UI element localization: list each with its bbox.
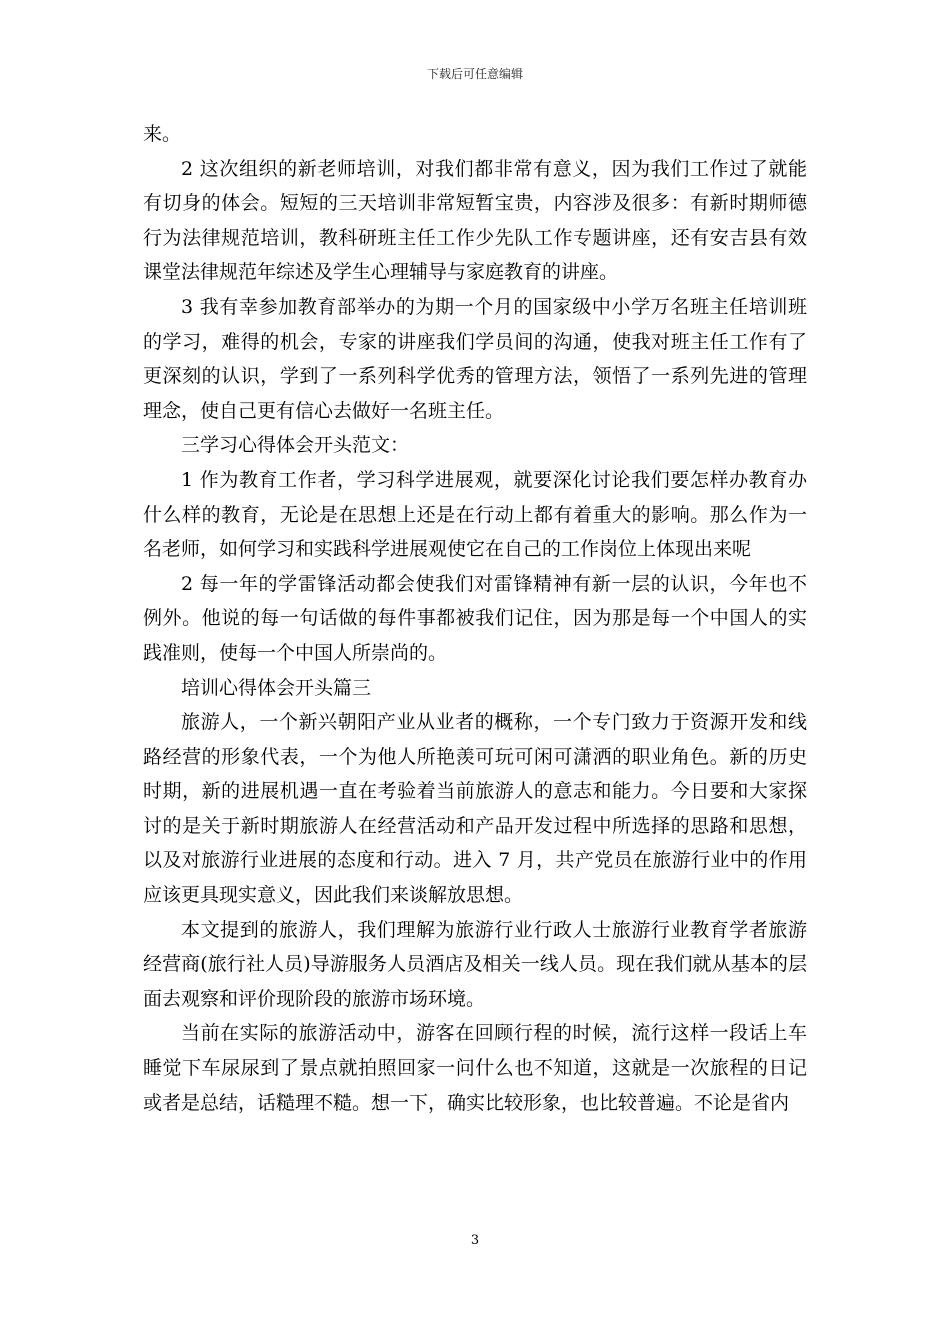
paragraph: 本文提到的旅游人，我们理解为旅游行业行政人士旅游行业教育学者旅游经营商(旅行社人员)导游服务人员酒店及相关一线人员。现在我们就从基本的层面去观察和评价现阶段的旅游市场环境。 xyxy=(143,918,807,1010)
paragraph: 3 我有幸参加教育部举办的为期一个月的国家级中小学万名班主任培训班的学习，难得的机会，专家的讲座我们学员间的沟通，使我对班主任工作有了更深刻的认识，学到了一系列科学优秀的管理方法，领悟了一系列先进的管理理念，使自己更有信心去做好一名班主任。 xyxy=(143,295,807,422)
section-heading: 培训心得体会开头篇三 xyxy=(181,676,372,699)
paragraph: 2 这次组织的新老师培训，对我们都非常有意义，因为我们工作过了就能有切身的体会。短短的三天培训非常短暂宝贵，内容涉及很多：有新时期师德行为法律规范培训，教科研班主任工作少先队工作专题讲座，还有安吉县有效课堂法律规范年综述及学生心理辅导与家庭教育的讲座。 xyxy=(143,157,807,284)
paragraph: 当前在实际的旅游活动中，游客在回顾行程的时候，流行这样一段话上车睡觉下车尿尿到了景点就拍照回家一问什么也不知道，这就是一次旅程的日记或者是总结，话糙理不糙。想一下，确实比较形象，也比较普遍。不论是省内 xyxy=(143,1022,807,1114)
paragraph: 2 每一年的学雷锋活动都会使我们对雷锋精神有新一层的认识，今年也不例外。他说的每一句话做的每件事都被我们记住，因为那是每一个中国人的实践准则，使每一个中国人所崇尚的。 xyxy=(143,572,807,664)
document-body xyxy=(143,117,807,1120)
section-heading: 三学习心得体会开头范文： xyxy=(181,434,410,457)
paragraph: 1 作为教育工作者，学习科学进展观，就要深化讨论我们要怎样办教育办什么样的教育，无论是在思想上还是在行动上都有着重大的影响。那么作为一名老师，如何学习和实践科学进展观使它在自己的工作岗位上体现出来呢 xyxy=(143,468,807,561)
paragraph: 来。 xyxy=(143,123,182,145)
page-header: 下载后可任意编辑 xyxy=(426,67,523,81)
paragraph: 旅游人，一个新兴朝阳产业从业者的概称，一个专门致力于资源开发和线路经营的形象代表，一个为他人所艳羡可玩可闲可潇洒的职业角色。新的历史时期，新的进展机遇一直在考验着当前旅游人的意志和能力。今日要和大家探讨的是关于新时期旅游人在经营活动和产品开发过程中所选择的思路和思想，以及对旅游行业进展的态度和行动。进入 7 月，共产党员在旅游行业中的作用应该更具现实意义，因此我们来谈解放思想。 xyxy=(143,711,807,907)
page-number: 3 xyxy=(470,1233,480,1248)
